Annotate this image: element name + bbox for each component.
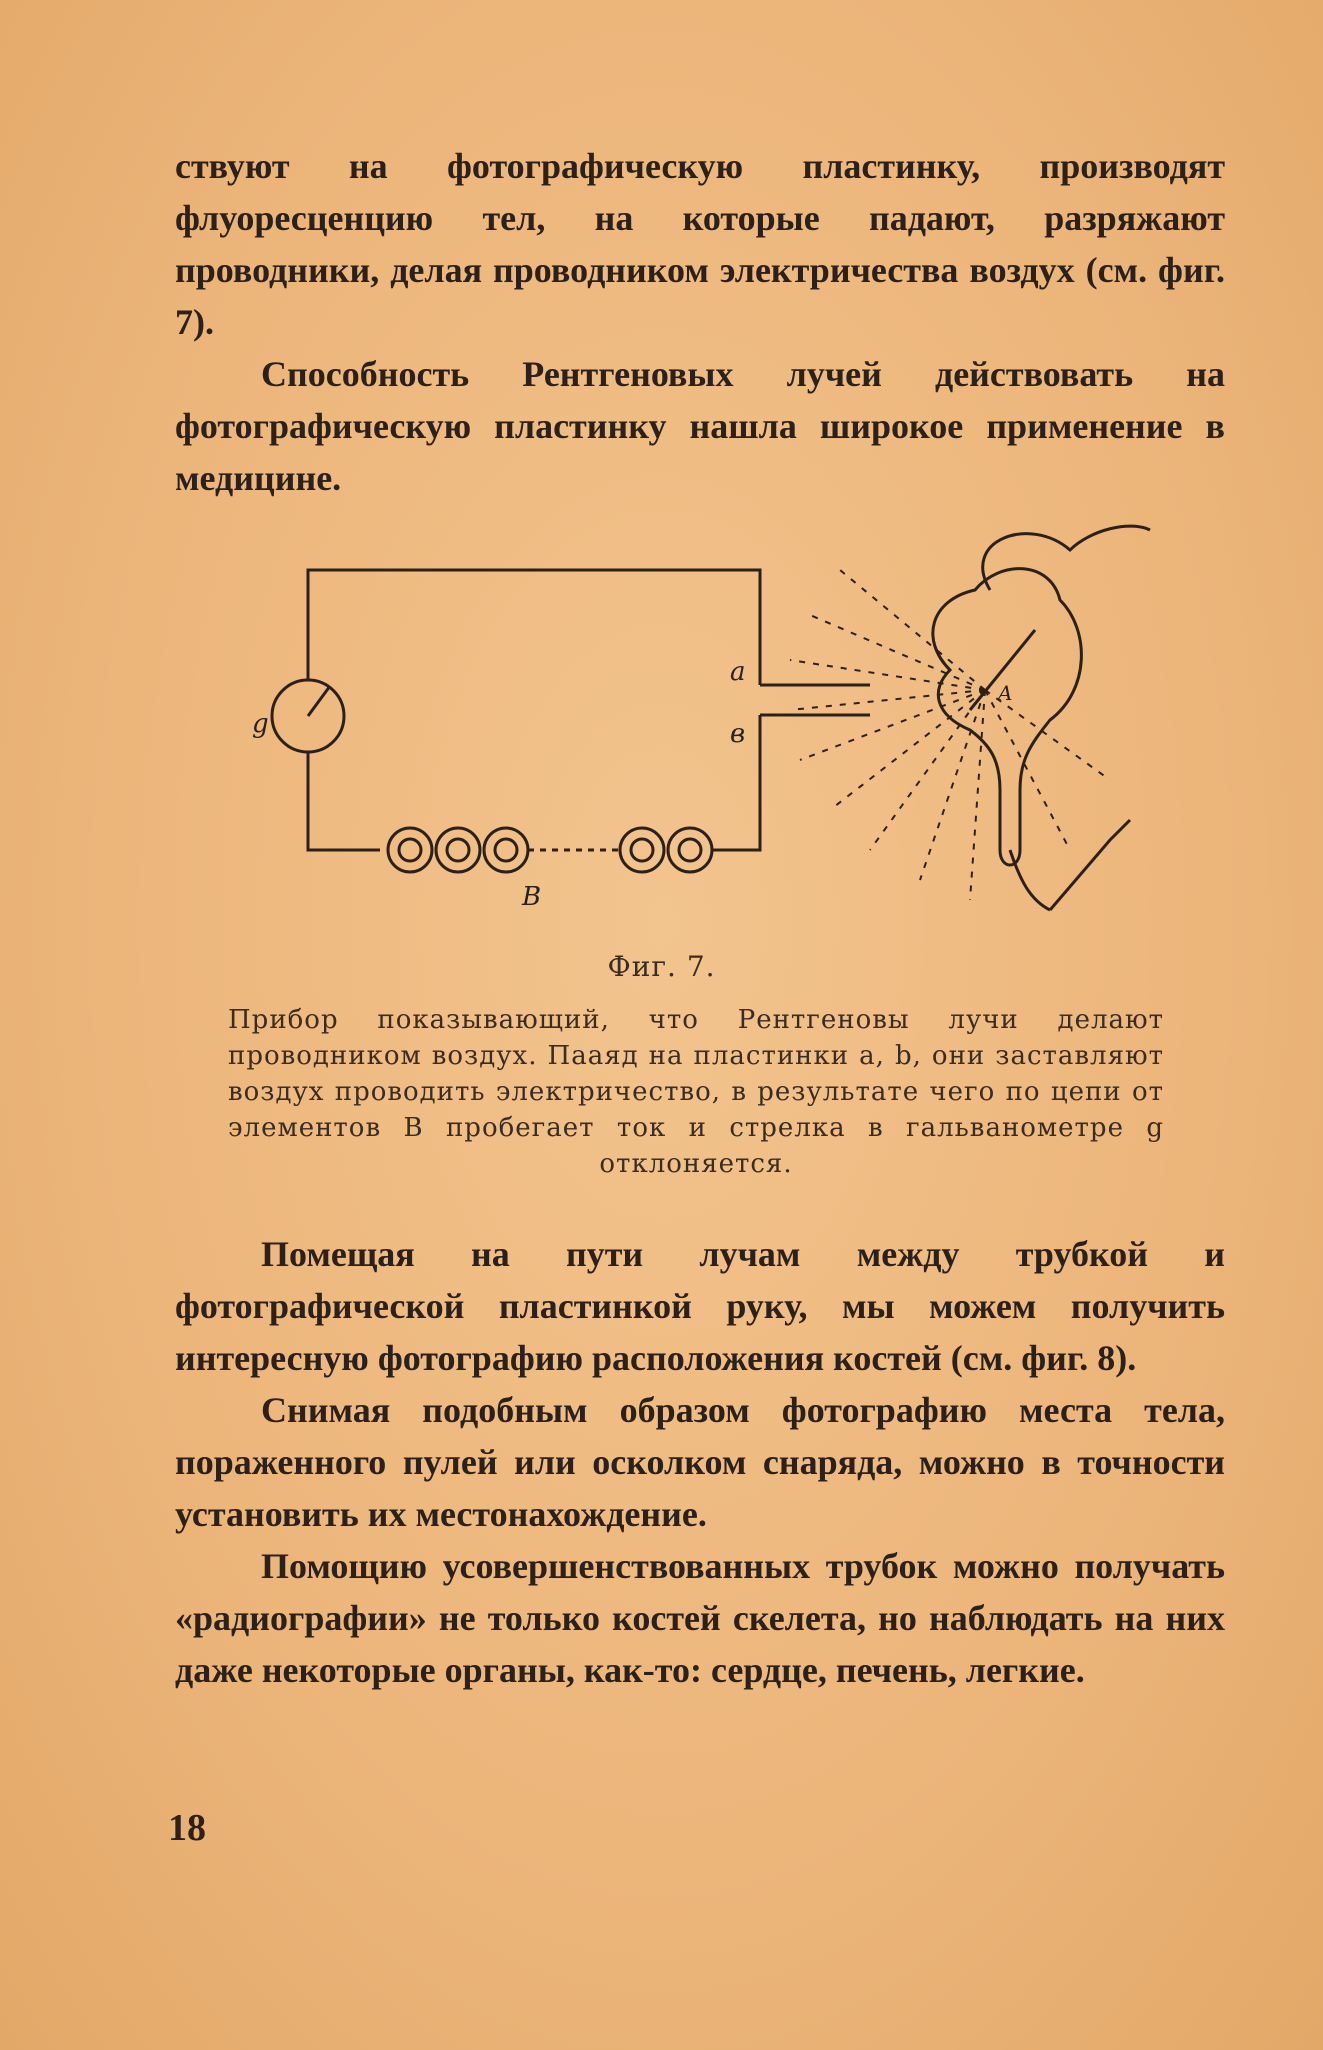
paragraph-hand-photo: Помещая на пути лучам между трубкой и фотографической пластинкой руку, мы можем получить интересную фотографию расположения костей (см. фиг. 8). <box>175 1234 1225 1378</box>
figure-title: Фиг. 7. <box>607 950 716 983</box>
bottom-text <box>175 1228 1225 1696</box>
paragraph-continuation: ствуют на фотографическую пластинку, производят флуоресценцию тел, на которые падают, разряжают проводники, делая проводником электричества воздух (см. фиг. 7). <box>175 146 1225 342</box>
label-anode: A <box>998 681 1013 705</box>
battery-cell <box>388 828 432 872</box>
circuit-wire <box>308 752 380 850</box>
xray-tube <box>933 569 1082 865</box>
figure-7-diagram <box>230 520 1190 940</box>
paragraph-radiography: Помощию усовершенствованных трубок можно получать «радиографии» не только костей скелета, но наблюдать на них даже некоторые органы, как-то: сердце, печень, легкие. <box>175 1546 1225 1690</box>
battery-cell <box>668 828 712 872</box>
label-b: в <box>730 719 746 749</box>
label-battery: B <box>522 882 542 912</box>
battery-cell <box>620 828 664 872</box>
page-number: 18 <box>168 1807 206 1849</box>
label-galvanometer: g <box>252 709 269 739</box>
paragraph-xray-photography: Способность Рентгеновых лучей действовать на фотографическую пластинку нашла широкое применение в медицине. <box>175 354 1225 498</box>
circuit-wire <box>308 570 760 685</box>
figure-caption: Прибор показывающий, что Рентгеновы лучи делают проводником воздух. Пааяд на пластинки a, b, они заставляют воздух проводить электричество, в результате чего по цепи от элементов B пробегает ток и стрелка в гальванометре g отклоняется. <box>228 1005 1164 1179</box>
battery-cell <box>484 828 528 872</box>
top-text <box>175 140 1225 504</box>
paragraph-bullet-location: Снимая подобным образом фотографию места тела, пораженного пулей или осколком снаряда, можно в точности установить их местонахождение. <box>175 1390 1225 1534</box>
label-a: a <box>730 657 746 687</box>
galvanometer-needle <box>308 686 330 716</box>
battery-cell <box>436 828 480 872</box>
